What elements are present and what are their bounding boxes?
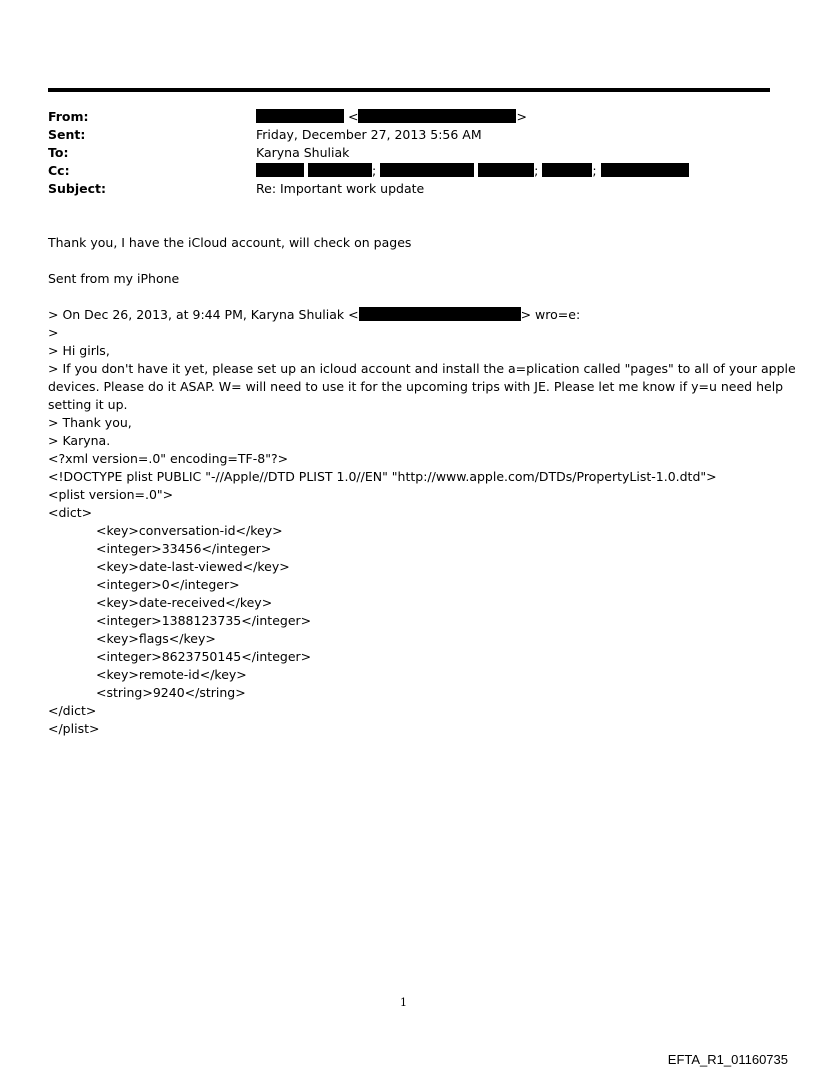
from-lt: < <box>347 109 359 124</box>
xml-line: <!DOCTYPE plist PUBLIC "-//Apple//DTD PLIST 1.0//EN" "http://www.apple.com/DTDs/PropertyList-1.0.dtd"> <box>48 469 717 484</box>
subject-value: Re: Important work update <box>256 181 425 196</box>
cc-separator: ; <box>592 163 597 178</box>
redaction-box <box>478 163 534 177</box>
xml-line: </dict> <box>48 703 97 718</box>
xml-line: <?xml version=.0" encoding=TF-8"?> <box>48 451 289 466</box>
xml-line: <key>date-last-viewed</key> <box>96 559 290 574</box>
xml-line: <integer>8623750145</integer> <box>96 649 312 664</box>
from-value <box>256 108 527 126</box>
sent-label: Sent: <box>48 127 86 142</box>
quote-line: > Hi girls, <box>48 343 110 358</box>
xml-line: <key>conversation-id</key> <box>96 523 283 538</box>
quote-line: > Thank you, <box>48 415 132 430</box>
top-rule <box>48 88 770 92</box>
sent-value: Friday, December 27, 2013 5:56 AM <box>256 127 482 142</box>
quote-line: setting it up. <box>48 397 128 412</box>
redaction-box <box>358 109 516 123</box>
quote-line: > Karyna. <box>48 433 111 448</box>
signature-text: Sent from my iPhone <box>48 271 180 286</box>
quote-line: > If you don't have it yet, please set up an icloud account and install the a=plication called "pages" to all of your apple <box>48 361 796 376</box>
xml-line: <integer>1388123735</integer> <box>96 613 312 628</box>
from-label: From: <box>48 109 89 124</box>
to-label: To: <box>48 145 69 160</box>
page-number: 1 <box>400 996 407 1009</box>
xml-line: <key>remote-id</key> <box>96 667 247 682</box>
cc-value <box>256 162 689 180</box>
subject-label: Subject: <box>48 181 106 196</box>
redaction-box <box>256 163 304 177</box>
redaction-box <box>542 163 592 177</box>
cc-separator: ; <box>534 163 539 178</box>
xml-line: <plist version=.0"> <box>48 487 174 502</box>
xml-line: <integer>33456</integer> <box>96 541 272 556</box>
body-text: Thank you, I have the iCloud account, will check on pages <box>48 235 412 250</box>
redaction-box <box>256 109 344 123</box>
quote-line: devices. Please do it ASAP. W= will need to use it for the upcoming trips with JE. Please let me know if y=u need help <box>48 379 784 394</box>
redaction-box <box>380 163 474 177</box>
document-id: EFTA_R1_01160735 <box>667 1052 788 1067</box>
quote-intro <box>48 306 580 324</box>
from-gt: > <box>516 109 527 124</box>
xml-line: <string>9240</string> <box>96 685 246 700</box>
redaction-box <box>308 163 372 177</box>
redaction-box <box>601 163 689 177</box>
cc-separator: ; <box>371 163 377 178</box>
cc-label: Cc: <box>48 163 70 178</box>
quote-intro-pre: > On Dec 26, 2013, at 9:44 PM, Karyna Shuliak < <box>48 307 359 322</box>
redaction-box <box>359 307 521 321</box>
xml-line: <dict> <box>48 505 93 520</box>
xml-line: <integer>0</integer> <box>96 577 240 592</box>
to-value: Karyna Shuliak <box>256 145 350 160</box>
quote-intro-post: > wro=e: <box>520 307 581 322</box>
xml-line: </plist> <box>48 721 100 736</box>
quote-line: > <box>48 325 59 340</box>
xml-line: <key>flags</key> <box>96 631 216 646</box>
xml-line: <key>date-received</key> <box>96 595 273 610</box>
